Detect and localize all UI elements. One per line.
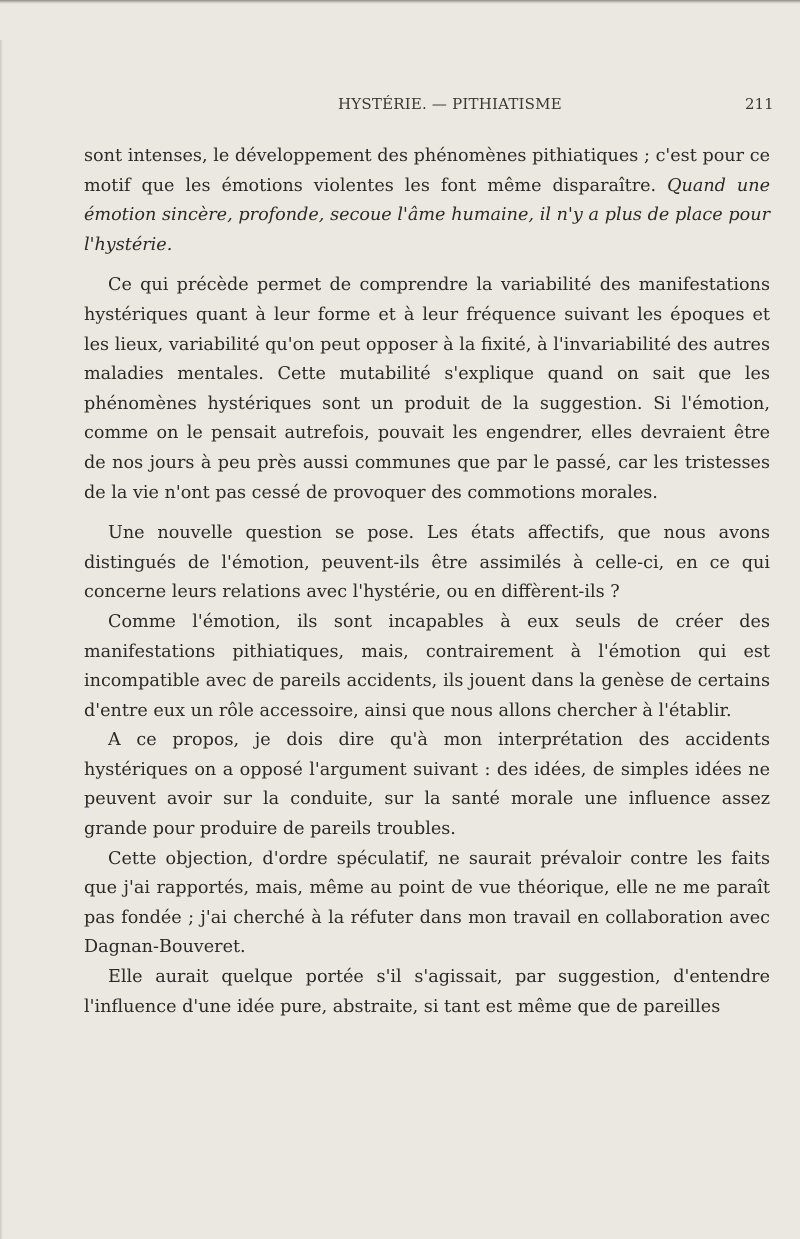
- paragraph-7: Elle aurait quelque portée s'il s'agissait, par suggestion, d'entendre l'influence d'une idée pure, abstraite, si tant est même que de pareilles: [84, 967, 770, 1017]
- running-head: [0, 95, 800, 121]
- running-title: HYSTÉRIE. — PITHIATISME: [338, 95, 562, 113]
- paragraph-2: Ce qui précède permet de comprendre la variabilité des manifestations hystériques quant à leur forme et à leur fréquence suivant les époques et les lieux, variabilité qu'on peut opposer à la fixité, à l'invariabilité des autres maladies mentales. Cette mutabilité s'explique quand on sait que les phénomènes hystériques sont un produit de la suggestion. Si l'émotion, comme on le pensait autrefois, pouvait les engendrer, elles devraient être de nos jours à peu près aussi communes que par le passé, car les tristesses de la vie n'ont pas cessé de provoquer des commotions morales.: [84, 275, 770, 503]
- page-number: 211: [745, 95, 774, 113]
- page-top-edge: [0, 0, 800, 4]
- paragraph-6: Cette objection, d'ordre spéculatif, ne saurait prévaloir contre les faits que j'ai rapportés, mais, même au point de vue théorique, elle ne me paraît pas fondée ; j'ai cherché à la réfuter dans mon travail en collaboration avec Dagnan-Bouveret.: [84, 848, 770, 958]
- paragraph-1-text: sont intenses, le développement des phénomènes pithiatiques ; c'est pour ce motif que les émotions violentes les font même disparaître.: [84, 146, 770, 196]
- paragraph-3: Une nouvelle question se pose. Les états affectifs, que nous avons distingués de l'émotion, peuvent-ils être assimilés à celle-ci, en ce qui concerne leurs relations avec l'hystérie, ou en diffèrent-ils ?: [84, 523, 770, 603]
- paragraph-4: Comme l'émotion, ils sont incapables à eux seuls de créer des manifestations pithiatiques, mais, contrairement à l'émotion qui est incompatible avec de pareils accidents, ils jouent dans la genèse de certains d'entre eux un rôle accessoire, ainsi que nous allons chercher à l'établir.: [84, 611, 770, 721]
- paragraph-1: [84, 142, 770, 260]
- paragraph-1-italic: Quand une émotion sincère, profonde, secoue l'âme humaine, il n'y a plus de place pour l'hystérie.: [84, 175, 770, 255]
- body-text: [84, 142, 770, 1022]
- page-left-fold: [0, 40, 3, 1239]
- paragraph-5: A ce propos, je dois dire qu'à mon interprétation des accidents hystériques on a opposé l'argument suivant : des idées, de simples idées ne peuvent avoir sur la conduite, sur la santé morale une influence assez grande pour produire de pareils troubles.: [84, 730, 770, 840]
